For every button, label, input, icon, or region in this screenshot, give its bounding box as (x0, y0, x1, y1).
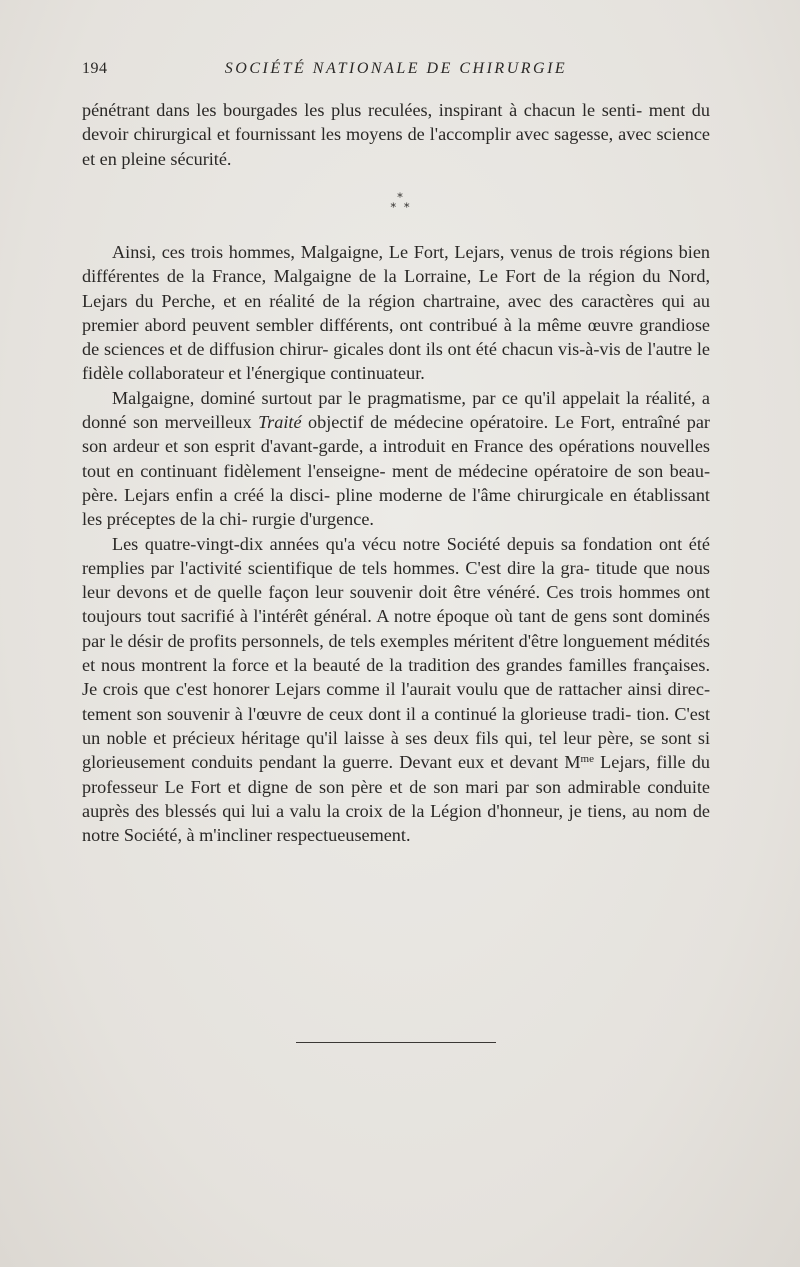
paragraph-malgaigne-part2: objectif de médecine opératoire. Le Fort, entraîné par son ardeur et son esprit d'avant-garde, a introduit en France des opérations nouvelles tout en continuant fidèlement l'enseigne- ment de médecine opératoire de son beau-père. Lejars enfin a créé la disci- pline moderne de l'âme chirurgicale en établissant les préceptes de la chi- rurgie d'urgence. (82, 412, 710, 530)
paragraph-ainsi: Ainsi, ces trois hommes, Malgaigne, Le Fort, Lejars, venus de trois régions bien différentes de la France, Malgaigne de la Lorraine, Le Fort de la région du Nord, Lejars du Perche, et en réalité de la région chartraine, avec des caractères qui au premier abord peuvent sembler différents, ont contribué à la même œuvre grandiose de sciences et de diffusion chirur- gicales dont ils ont été chacun vis-à-vis de l'autre le fidèle collaborateur et l'énergique continuateur. (82, 242, 710, 384)
end-of-section-rule (296, 1042, 496, 1043)
asterism-bottom-left-star: * (390, 201, 396, 214)
paragraph-malgaigne (82, 386, 710, 532)
traite-italic: Traité (258, 412, 302, 433)
continued-paragraph: pénétrant dans les bourgades les plus reculées, inspirant à chacun le senti- ment du devoir chirurgical et fournissant les moyens de l'accomplir avec sagesse, avec science et en pleine sécurité. (82, 100, 710, 169)
continued-paragraph-block (82, 98, 710, 171)
asterism-bottom-row (0, 203, 800, 213)
page-number: 194 (82, 60, 108, 77)
running-title: SOCIÉTÉ NATIONALE DE CHIRURGIE (224, 60, 568, 77)
paragraph-malgaigne-part1: Malgaigne, dominé surtout par le pragmatisme, par ce qu'il appelait la réalité, a donné son merveilleux (82, 387, 710, 433)
superscript-me: me (580, 753, 594, 766)
main-text-block (82, 240, 710, 847)
paragraph-quatre-vingt-dix-part2: Lejars, fille du professeur Le Fort et digne de son père et de son mari par son admirable conduite auprès des blessés qui lui a valu la croix de la Légion d'honneur, je tiens, au nom de notre Société, à m'incliner respectueusement. (82, 752, 710, 846)
section-separator-asterism (0, 193, 800, 213)
asterism-top-star: * (397, 191, 403, 204)
paragraph-quatre-vingt-dix-part1: Les quatre-vingt-dix années qu'a vécu notre Société depuis sa fondation ont été remplies par l'activité scientifique de tels hommes. C'est dire la gra- titude que nous leur devons et de quelle façon leur souvenir doit être vénéré. Ces trois hommes ont toujours tout sacrifié à l'intérêt général. A notre époque où tant de gens sont dominés par le désir de profits personnels, de tels exemples méritent d'être longuement médités et nous montrent la force et la beauté de la tradition des grandes familles françaises. Je crois que c'est honorer Lejars comme il l'aurait voulu que de rattacher ainsi direc- tement son souvenir à l'œuvre de ceux dont il a continué la glorieuse tradi- tion. C'est un noble et précieux héritage qu'il laisse à ses deux fils qui, tel leur père, se sont si glorieusement conduits pendant la guerre. Devant eux et devant M (82, 533, 710, 773)
page-header (82, 60, 710, 84)
asterism-bottom-right-star: * (404, 201, 410, 214)
paragraph-quatre-vingt-dix (82, 532, 710, 848)
